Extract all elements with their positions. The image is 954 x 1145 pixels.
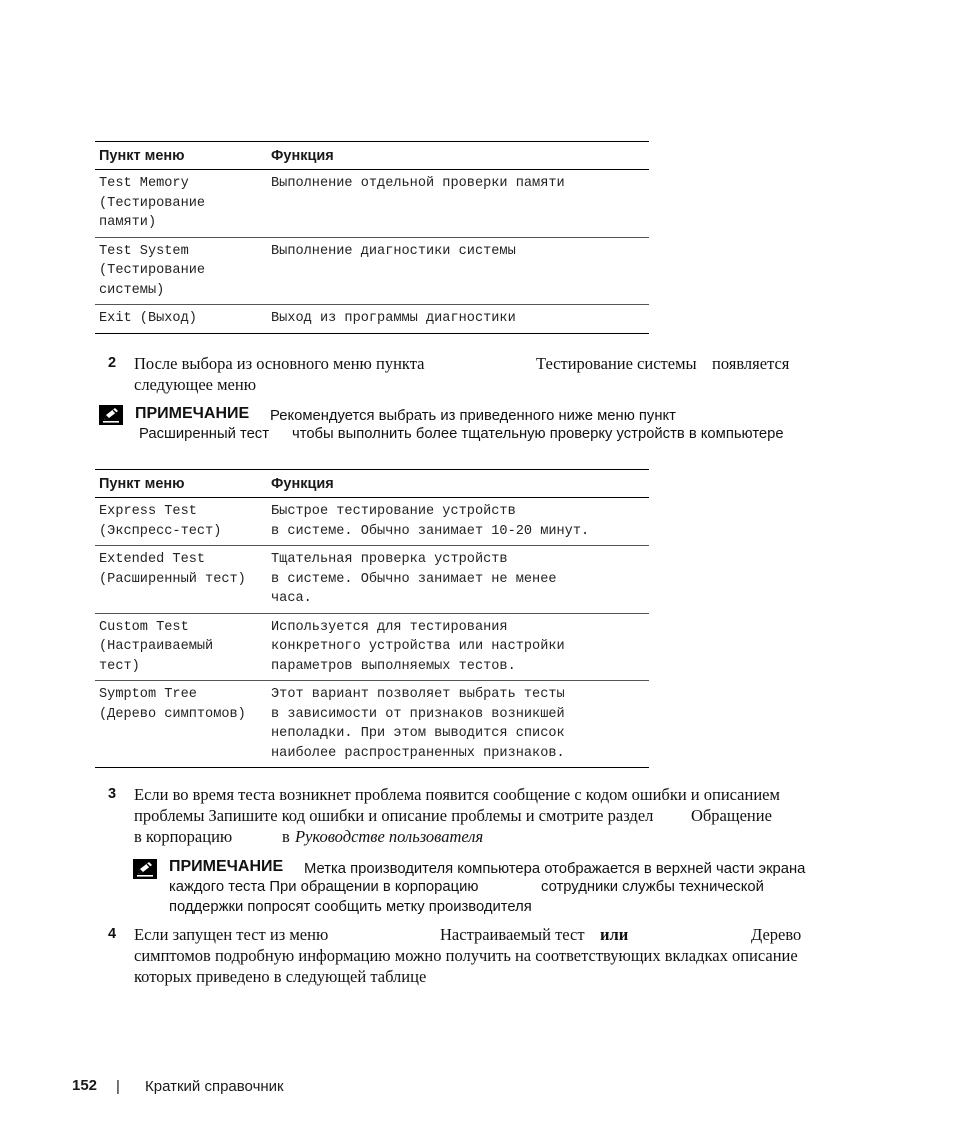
note-text: сотрудники службы технической xyxy=(541,879,764,895)
note-text: чтобы выполнить более тщательную проверку устройств в компьютере xyxy=(292,426,784,442)
table-row xyxy=(95,546,649,614)
step-2-line-2 xyxy=(134,374,834,395)
note-pencil-icon xyxy=(99,405,123,425)
column-header-function: Функция xyxy=(267,142,649,170)
step-4-line-2 xyxy=(134,945,854,966)
page-footer xyxy=(0,1075,954,1097)
column-header-menu-item: Пункт меню xyxy=(95,142,267,170)
step-3-text: Если во время теста возникнет проблема появится сообщение с кодом ошибки и описанием xyxy=(134,785,780,804)
step-4-line-1 xyxy=(134,924,854,945)
step-number: 4 xyxy=(108,926,117,942)
note-2-line-3 xyxy=(169,897,869,917)
note-text: Метка производителя компьютера отображается в верхней части экрана xyxy=(304,861,806,877)
step-3-line-2 xyxy=(134,805,834,826)
menu-item-cell: Extended Test (Расширенный тест) xyxy=(95,546,267,614)
menu-item-cell: Exit (Выход) xyxy=(95,305,267,334)
table-row xyxy=(95,681,649,768)
table-row xyxy=(95,170,649,238)
step-2-paragraph xyxy=(108,353,834,395)
function-cell: Используется для тестирования конкретного устройства или настройки параметров выполняемых тестов. xyxy=(267,613,649,681)
menu-item-reference: Настраиваемый тест xyxy=(440,925,585,944)
note-2-line-1 xyxy=(169,857,869,877)
table-row xyxy=(95,305,649,334)
step-4-conjunction: или xyxy=(600,925,629,944)
table-row xyxy=(95,613,649,681)
column-header-function: Функция xyxy=(267,470,649,498)
step-3-line-3 xyxy=(134,826,834,847)
function-cell: Выход из программы диагностики xyxy=(267,305,649,334)
function-cell: Выполнение диагностики системы xyxy=(267,237,649,305)
step-2-line-1 xyxy=(134,353,834,374)
menu-table-main xyxy=(95,141,649,334)
menu-item-reference: Дерево xyxy=(751,925,802,944)
note-1 xyxy=(135,404,835,444)
section-reference: в корпорацию xyxy=(134,827,233,846)
step-3-text: в xyxy=(282,827,290,846)
step-4-text: симптомов подробную информацию можно получить на соответствующих вкладках описание xyxy=(134,946,798,965)
menu-item-cell: Test Memory (Тестирование памяти) xyxy=(95,170,267,238)
table-header-row xyxy=(95,470,649,498)
function-cell: Выполнение отдельной проверки памяти xyxy=(267,170,649,238)
step-3-text: проблемы Запишите код ошибки и описание проблемы и смотрите раздел xyxy=(134,806,654,825)
menu-item-cell: Test System (Тестирование системы) xyxy=(95,237,267,305)
step-4-paragraph xyxy=(108,924,854,987)
table-row xyxy=(95,237,649,305)
manual-reference: Руководстве пользователя xyxy=(295,827,484,846)
menu-item-cell: Custom Test (Настраиваемый тест) xyxy=(95,613,267,681)
function-cell: Быстрое тестирование устройств в системе. Обычно занимает 10-20 минут. xyxy=(267,498,649,546)
note-text: Рекомендуется выбрать из приведенного ниже меню пункт xyxy=(270,408,676,424)
note-pencil-icon xyxy=(133,859,157,879)
note-2 xyxy=(169,857,869,917)
footer-separator: | xyxy=(116,1078,120,1095)
step-number: 2 xyxy=(108,355,117,371)
footer-title: Краткий справочник xyxy=(145,1078,284,1095)
step-2-text: После выбора из основного меню пункта xyxy=(134,354,425,373)
step-2-text-end: появляется xyxy=(712,354,790,373)
column-header-menu-item: Пункт меню xyxy=(95,470,267,498)
step-4-text: которых приведено в следующей таблице xyxy=(134,967,427,986)
page-number: 152 xyxy=(72,1077,98,1094)
menu-item-cell: Express Test (Экспресс-тест) xyxy=(95,498,267,546)
table-header-row xyxy=(95,142,649,170)
step-4-text: Если запущен тест из меню xyxy=(134,925,329,944)
menu-item-reference: Расширенный тест xyxy=(139,426,269,442)
function-cell: Этот вариант позволяет выбрать тесты в зависимости от признаков возникшей неполадки. При этом выводится список наиболее распространенных признаков. xyxy=(267,681,649,768)
note-text: поддержки попросят сообщить метку производителя xyxy=(169,899,532,915)
menu-table-diagnostics xyxy=(95,469,649,768)
menu-item-cell: Symptom Tree (Дерево симптомов) xyxy=(95,681,267,768)
note-label: ПРИМЕЧАНИЕ xyxy=(169,858,284,875)
step-4-line-3 xyxy=(134,966,854,987)
function-cell: Тщательная проверка устройств в системе. Обычно занимает не менее часа. xyxy=(267,546,649,614)
note-2-line-2 xyxy=(169,877,869,897)
step-3-line-1 xyxy=(134,784,834,805)
note-1-line-2 xyxy=(135,424,835,444)
section-reference: Обращение xyxy=(691,806,772,825)
step-number: 3 xyxy=(108,786,117,802)
note-label: ПРИМЕЧАНИЕ xyxy=(135,405,250,422)
step-2-text-2: следующее меню xyxy=(134,375,257,394)
menu-item-reference: Тестирование системы xyxy=(536,354,697,373)
note-1-line-1 xyxy=(135,404,835,424)
step-3-paragraph xyxy=(108,784,834,847)
table-row xyxy=(95,498,649,546)
note-text: каждого теста При обращении в корпорацию xyxy=(169,879,479,895)
